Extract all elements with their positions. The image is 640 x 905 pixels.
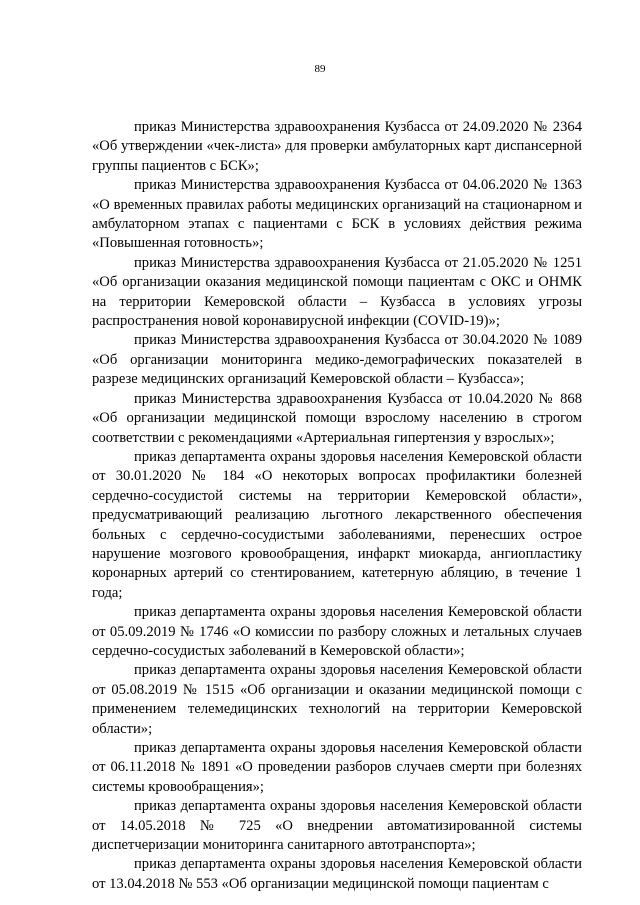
paragraph: приказ Министерства здравоохранения Кузбасса от 21.05.2020 № 1251 «Об организации оказания медицинской помощи пациентам с ОКС и ОНМК на территории Кемеровской области – Кузбасса в условиях угрозы распространения новой коронавирусной инфекции (COVID-19)»;	[92, 254, 582, 330]
paragraph: приказ департамента охраны здоровья населения Кемеровской области от 14.05.2018 № 725 «О внедрении автоматизированной системы диспетчеризации мониторинга санитарного автотранспорта»;	[92, 798, 582, 854]
paragraph: приказ департамента охраны здоровья населения Кемеровской области от 13.04.2018 № 553 «Об организации медицинской помощи пациентам с	[92, 856, 582, 892]
page-number: 89	[314, 63, 326, 75]
paragraph: приказ Министерства здравоохранения Кузбасса от 30.04.2020 № 1089 «Об организации мониторинга медико-демографических показателей в разрезе медицинских организаций Кемеровской области – Кузбасса»;	[92, 332, 582, 388]
paragraph: приказ Министерства здравоохранения Кузбасса от 24.09.2020 № 2364 «Об утверждении «чек-листа» для проверки амбулаторных карт диспансерной группы пациентов с БСК»;	[92, 119, 582, 174]
paragraph: приказ департамента охраны здоровья населения Кемеровской области от 05.08.2019 № 1515 «Об организации и оказании медицинской помощи с применением телемедицинских технологий на территории Кемеровской области»;	[92, 662, 582, 737]
paragraph: приказ департамента охраны здоровья населения Кемеровской области от 05.09.2019 № 1746 «О комиссии по разбору сложных и летальных случаев сердечно-сосудистых заболеваний в Кемеровской области»;	[92, 604, 582, 659]
paragraph: приказ департамента охраны здоровья населения Кемеровской области от 30.01.2020 № 184 «О некоторых вопросах профилактики болезней сердечно-сосудистой системы на территории Кемеровской области», предусматривающий реализацию льготного лекарственного обеспечения больных с сердечно-сосудистыми заболеваниями, перенесших острое нарушение мозгового кровообращения, инфаркт миокарда, ангиопластику коронарных артерий со стентированием, катетерную абляцию, в течение 1 года;	[92, 448, 582, 601]
paragraph: приказ Министерства здравоохранения Кузбасса от 10.04.2020 № 868 «Об организации медицинской помощи взрослому населению в строгом соответствии с рекомендациями «Артериальная гипертензия у взрослых»;	[92, 390, 582, 446]
document-body	[92, 118, 582, 894]
paragraph: приказ департамента охраны здоровья населения Кемеровской области от 06.11.2018 № 1891 «О проведении разборов случаев смерти при болезнях системы кровообращения»;	[92, 740, 582, 795]
paragraph: приказ Министерства здравоохранения Кузбасса от 04.06.2020 № 1363 «О временных правилах работы медицинских организаций на стационарном и амбулаторном этапах с пациентами с БСК в условиях действия режима «Повышенная готовность»;	[92, 177, 582, 252]
